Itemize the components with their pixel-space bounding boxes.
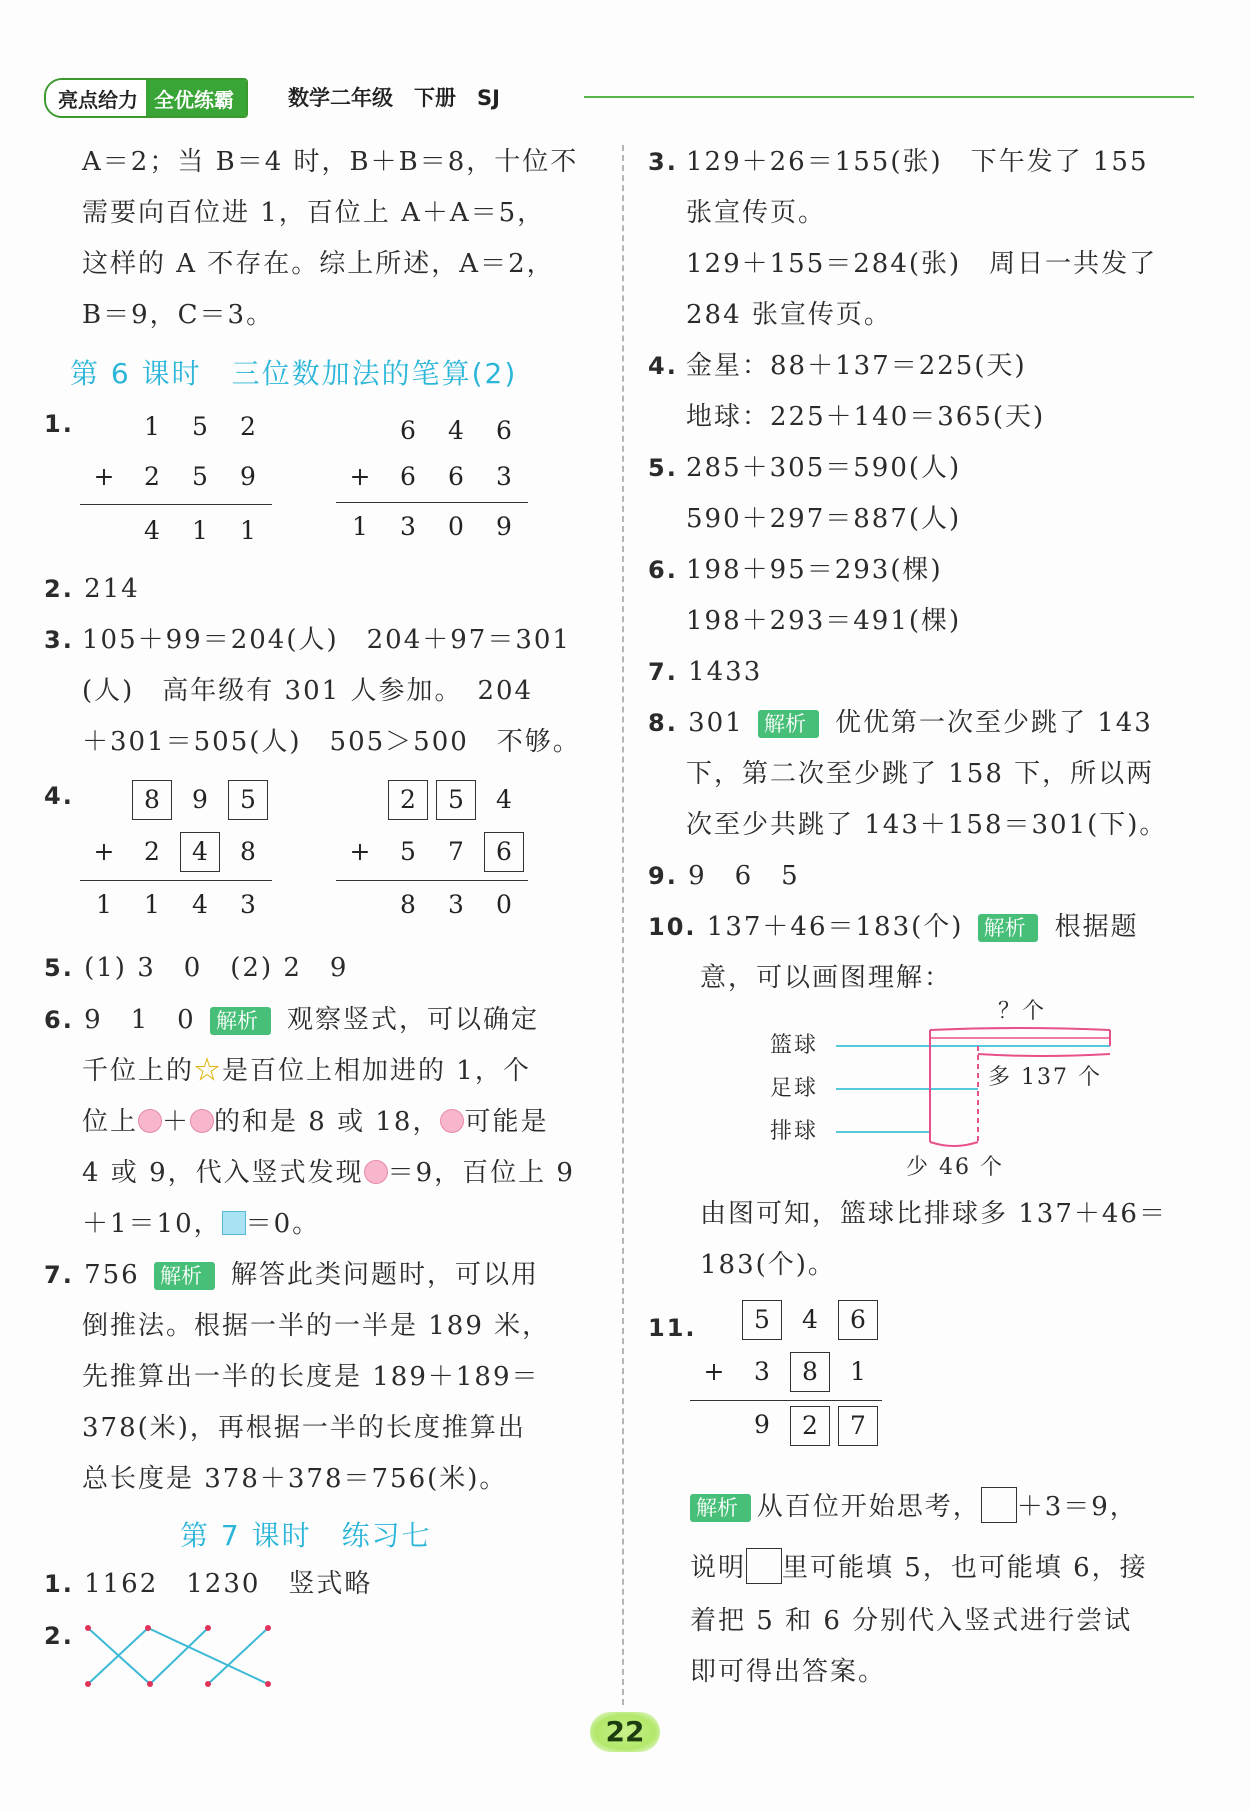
answer-box: 5 xyxy=(436,780,476,820)
r-q11-text: 从百位开始思考， xyxy=(756,1492,981,1522)
label-basketball: 篮球 xyxy=(770,1033,819,1058)
digit: 1 xyxy=(144,412,160,441)
digit: 6 xyxy=(496,416,512,445)
r-q5-number: 5. xyxy=(648,454,678,482)
digit: 2 xyxy=(144,837,160,866)
q6-text: 是百位上相加进的 1，个 xyxy=(222,1056,531,1086)
r-q6-line-2: 198＋293＝491(棵) xyxy=(686,606,962,636)
circle-icon xyxy=(364,1160,388,1184)
intro-line-3: 这样的 A 不存在。综上所述，A＝2， xyxy=(82,249,555,279)
q6-line-4 xyxy=(82,1157,575,1189)
answer-box: 8 xyxy=(132,780,172,820)
digit: 0 xyxy=(496,890,512,919)
q6-line-1 xyxy=(44,1004,539,1036)
circle-icon xyxy=(190,1109,214,1133)
r-q10-line-2: 意，可以画图理解： xyxy=(700,963,953,993)
digit: 3 xyxy=(496,462,512,491)
q6-line-3: 位上 ＋ 的和是 8 或 18， 可能是 xyxy=(82,1107,549,1137)
digit: 1 xyxy=(96,890,112,919)
digit: 0 xyxy=(448,512,464,541)
digit: 3 xyxy=(240,890,256,919)
q3-line-1: 105＋99＝204(人) 204＋97＝301 xyxy=(82,625,571,655)
r-q8-number: 8. xyxy=(648,709,678,737)
r-q11-text: 里可能填 5，也可能填 6，接 xyxy=(782,1553,1148,1583)
intro-line-1: A＝2；当 B＝4 时，B＋B＝8，十位不 xyxy=(82,147,579,177)
answer-box: 5 xyxy=(742,1300,782,1340)
digit: 1 xyxy=(850,1357,866,1386)
r-q4-line-2: 地球：225＋140＝365(天) xyxy=(686,402,1046,432)
digit: 2 xyxy=(240,412,256,441)
q11-calc xyxy=(690,1300,890,1450)
q2 xyxy=(44,573,140,605)
answer-box: 7 xyxy=(838,1406,878,1446)
r-q5-line-1: 285＋305＝590(人) xyxy=(686,453,962,483)
sum-line xyxy=(336,880,528,881)
star-icon: ☆ xyxy=(194,1056,223,1086)
intro-line-4: B＝9，C＝3。 xyxy=(82,300,275,330)
brand-left: 亮点给力 xyxy=(46,80,146,116)
r-q8-line-3: 次至少共跳了 143＋158＝301(下)。 xyxy=(686,810,1168,840)
lesson-7-title: 第 7 课时 练习七 xyxy=(180,1519,432,1552)
r-q11-line-2 xyxy=(690,1548,1148,1584)
digit: 1 xyxy=(352,512,368,541)
matching-lines xyxy=(80,1620,280,1690)
digit: 6 xyxy=(400,416,416,445)
q1-calc-a xyxy=(80,410,280,550)
r-q4-line-1: 金星：88＋137＝225(天) xyxy=(686,351,1027,381)
digit: 9 xyxy=(240,462,256,491)
r-q3-line-4: 284 张宣传页。 xyxy=(686,300,892,330)
answer-box: 5 xyxy=(228,780,268,820)
circle-icon xyxy=(138,1109,162,1133)
answer-box: 2 xyxy=(388,780,428,820)
plus-sign: + xyxy=(349,462,371,491)
answer-box: 6 xyxy=(484,832,524,872)
q3-number: 3. xyxy=(44,626,74,654)
q7-line-3: 先推算出一半的长度是 189＋189＝ xyxy=(82,1362,540,1392)
sum-line xyxy=(336,502,528,503)
digit: 9 xyxy=(754,1410,770,1439)
q3-line-2: (人) 高年级有 301 人参加。 204 xyxy=(82,676,534,706)
r-q6-line-1: 198＋95＝293(棵) xyxy=(686,555,943,585)
blank-box xyxy=(981,1487,1017,1523)
circle-icon xyxy=(440,1109,464,1133)
digit: 5 xyxy=(192,412,208,441)
lesson-6-title: 第 6 课时 三位数加法的笔算(2) xyxy=(70,357,518,390)
r-q11-line-3: 着把 5 和 6 分别代入竖式进行尝试 xyxy=(690,1606,1133,1636)
page-number: 22 xyxy=(590,1712,660,1752)
r-q9 xyxy=(648,860,800,892)
sum-line xyxy=(80,504,272,505)
digit: 9 xyxy=(496,512,512,541)
q6-text: 可能是 xyxy=(464,1107,549,1137)
digit: 8 xyxy=(240,837,256,866)
r-q8-answer: 301 xyxy=(688,708,744,738)
q7-answer: 756 xyxy=(84,1260,140,1290)
r-q11-line-1 xyxy=(686,1487,1138,1523)
r-q3-line-1: 129＋26＝155(张) 下午发了 155 xyxy=(686,147,1149,177)
q6-answer: 9 1 0 xyxy=(84,1005,196,1035)
page-header xyxy=(44,78,1194,118)
digit: 1 xyxy=(240,516,256,545)
digit: 1 xyxy=(192,516,208,545)
plus-sign: + xyxy=(93,462,115,491)
book-subject: 数学二年级 下册 SJ xyxy=(288,86,500,110)
digit: 3 xyxy=(754,1357,770,1386)
q2-answer: 214 xyxy=(84,574,140,604)
digit: 1 xyxy=(144,890,160,919)
analysis-tag: 解析 · xyxy=(154,1262,215,1290)
r-q3-line-3: 129＋155＝284(张) 周日一共发了 xyxy=(686,249,1158,279)
q5-number: 5. xyxy=(44,954,74,982)
header-rule xyxy=(584,96,1194,98)
q2-number: 2. xyxy=(44,575,74,603)
digit: 4 xyxy=(802,1305,818,1334)
l7-q1-number: 1. xyxy=(44,1570,74,1598)
q4-calc-b xyxy=(336,780,536,930)
brand-right: 全优练霸 xyxy=(146,80,246,116)
r-q8-line-2: 下，第二次至少跳了 158 下，所以两 xyxy=(686,759,1155,789)
q7-number: 7. xyxy=(44,1261,74,1289)
q7-line-1 xyxy=(44,1259,539,1291)
r-q11-number: 11. xyxy=(648,1314,697,1342)
answer-box: 2 xyxy=(790,1406,830,1446)
analysis-tag: 解析 · xyxy=(978,914,1039,942)
q5 xyxy=(44,952,348,984)
digit: 6 xyxy=(400,462,416,491)
label-unknown-total: ？个 xyxy=(998,999,1047,1024)
r-q3-number: 3. xyxy=(648,148,678,176)
digit: 7 xyxy=(448,837,464,866)
r-q6-number: 6. xyxy=(648,556,678,584)
answer-box: 6 xyxy=(838,1300,878,1340)
plus-sign: + xyxy=(93,837,115,866)
digit: 9 xyxy=(192,785,208,814)
plus-sign: + xyxy=(349,837,371,866)
digit: 8 xyxy=(400,890,416,919)
r-q11-text: 说明 xyxy=(690,1553,747,1583)
q6-line-5 xyxy=(82,1208,320,1240)
digit: 6 xyxy=(448,462,464,491)
analysis-tag: 解析 · xyxy=(758,710,819,738)
r-q10-text: 根据题 xyxy=(1054,912,1139,942)
r-q10-number: 10. xyxy=(648,913,697,941)
l7-q2-number: 2. xyxy=(44,1622,74,1650)
q6-text: 4 或 9，代入竖式发现 xyxy=(82,1158,364,1188)
q1-number: 1. xyxy=(44,410,74,438)
r-q10-line-1 xyxy=(648,911,1139,943)
label-volleyball: 排球 xyxy=(770,1119,819,1144)
digit: 5 xyxy=(400,837,416,866)
l7-q1 xyxy=(44,1568,372,1600)
digit: 2 xyxy=(144,462,160,491)
q6-text: 位上 xyxy=(82,1107,139,1137)
answer-box: 4 xyxy=(180,832,220,872)
l7-q1-answer: 1162 1230 竖式略 xyxy=(84,1569,373,1599)
digit: 5 xyxy=(192,462,208,491)
q1-calc-b xyxy=(336,414,536,554)
digit: 4 xyxy=(144,516,160,545)
q6-text: ＝0。 xyxy=(245,1209,321,1239)
label-football: 足球 xyxy=(770,1076,819,1101)
blank-box xyxy=(746,1548,782,1584)
r-q7 xyxy=(648,656,762,688)
square-icon xyxy=(222,1211,246,1235)
r-q4-number: 4. xyxy=(648,352,678,380)
q4-calc-a xyxy=(80,780,280,930)
q5-answer: (1) 3 0 (2) 2 9 xyxy=(84,953,349,983)
r-q9-number: 9. xyxy=(648,862,678,890)
label-less: 少 46 个 xyxy=(906,1155,1004,1180)
r-q11-text: ＋3＝9， xyxy=(1016,1492,1138,1522)
q7-line-4: 378(米)，再根据一半的长度推算出 xyxy=(82,1413,526,1443)
r-q7-number: 7. xyxy=(648,658,678,686)
r-q11-line-4: 即可得出答案。 xyxy=(690,1657,887,1687)
q6-text: 的和是 8 或 18， xyxy=(214,1107,441,1137)
sum-line xyxy=(690,1400,882,1401)
intro-line-2: 需要向百位进 1，百位上 A＋A＝5， xyxy=(82,198,546,228)
r-q8-line-1 xyxy=(648,707,1153,739)
digit: 3 xyxy=(448,890,464,919)
r-q10-line-4: 183(个)。 xyxy=(700,1250,836,1280)
bar-diagram xyxy=(770,999,1130,1182)
r-q9-answer: 9 6 5 xyxy=(688,861,800,891)
analysis-tag: 解析 · xyxy=(210,1007,271,1035)
q6-text: 观察竖式，可以确定 xyxy=(286,1005,539,1035)
brand-logo xyxy=(44,78,248,118)
digit: 3 xyxy=(400,512,416,541)
sum-line xyxy=(80,880,272,881)
r-q7-answer: 1433 xyxy=(688,657,763,687)
r-q10-answer: 137＋46＝183(个) xyxy=(706,912,964,942)
q6-line-2 xyxy=(82,1055,531,1087)
column-divider xyxy=(622,145,624,1705)
r-q10-line-3: 由图可知，篮球比排球多 137＋46＝ xyxy=(700,1199,1167,1229)
r-q3-line-2: 张宣传页。 xyxy=(686,198,827,228)
digit: 4 xyxy=(496,785,512,814)
q4-number: 4. xyxy=(44,782,74,810)
q7-text: 解答此类问题时，可以用 xyxy=(230,1260,539,1290)
q3-line-3: ＋301＝505(人) 505＞500 不够。 xyxy=(82,727,581,757)
plus-sign: + xyxy=(703,1357,725,1386)
r-q5-line-2: 590＋297＝887(人) xyxy=(686,504,962,534)
q7-line-5: 总长度是 378＋378＝756(米)。 xyxy=(82,1464,508,1494)
digit: 4 xyxy=(448,416,464,445)
digit: 4 xyxy=(192,890,208,919)
r-q8-text: 优优第一次至少跳了 143 xyxy=(834,708,1153,738)
analysis-tag: 解析 · xyxy=(690,1494,751,1522)
answer-box: 8 xyxy=(790,1352,830,1392)
label-more: 多 137 个 xyxy=(988,1065,1102,1090)
q6-number: 6. xyxy=(44,1006,74,1034)
q6-text: 千位上的 xyxy=(82,1056,195,1086)
q6-text: ＝9，百位上 9 xyxy=(387,1158,575,1188)
q7-line-2: 倒推法。根据一半的一半是 189 米， xyxy=(82,1311,551,1341)
q6-text: ＋1＝10， xyxy=(82,1209,222,1239)
